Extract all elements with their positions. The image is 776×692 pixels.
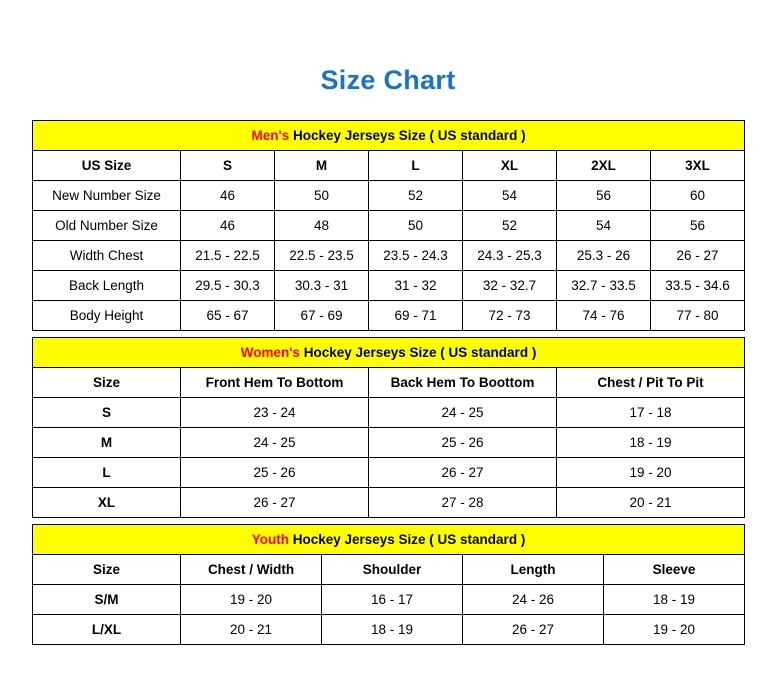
- womens-row-3-cell-1: 27 - 28: [369, 488, 557, 518]
- table-row: [33, 428, 745, 458]
- mens-row-4-cell-1: 67 - 69: [275, 301, 369, 331]
- womens-section-header-row: [33, 338, 745, 368]
- mens-section-header-row: [33, 121, 745, 151]
- mens-row-4-cell-4: 74 - 76: [557, 301, 651, 331]
- womens-row-2-label: L: [33, 458, 181, 488]
- youth-col-header-0: Size: [33, 555, 181, 585]
- mens-row-3-label: Back Length: [33, 271, 181, 301]
- womens-section-header: [33, 338, 745, 368]
- womens-col-header-2: Back Hem To Boottom: [369, 368, 557, 398]
- womens-row-1-cell-2: 18 - 19: [557, 428, 745, 458]
- mens-section-header-accent: Men's: [251, 128, 290, 143]
- mens-row-2-cell-2: 23.5 - 24.3: [369, 241, 463, 271]
- womens-row-1-label: M: [33, 428, 181, 458]
- mens-row-2-cell-0: 21.5 - 22.5: [181, 241, 275, 271]
- youth-row-0-cell-3: 18 - 19: [604, 585, 745, 615]
- mens-row-2-label: Width Chest: [33, 241, 181, 271]
- mens-row-4-cell-5: 77 - 80: [651, 301, 745, 331]
- womens-section-header-accent: Women's: [240, 345, 300, 360]
- womens-col-header-1: Front Hem To Bottom: [181, 368, 369, 398]
- mens-col-header-2: M: [275, 151, 369, 181]
- youth-col-header-4: Sleeve: [604, 555, 745, 585]
- youth-row-1-cell-1: 18 - 19: [322, 615, 463, 645]
- table-row: [33, 585, 745, 615]
- mens-row-0-cell-5: 60: [651, 181, 745, 211]
- page-title: Size Chart: [320, 65, 456, 95]
- youth-row-0-label: S/M: [33, 585, 181, 615]
- table-row: [33, 488, 745, 518]
- youth-col-header-2: Shoulder: [322, 555, 463, 585]
- youth-row-1-label: L/XL: [33, 615, 181, 645]
- youth-row-0-cell-2: 24 - 26: [463, 585, 604, 615]
- mens-row-1-cell-1: 48: [275, 211, 369, 241]
- mens-row-4-cell-3: 72 - 73: [463, 301, 557, 331]
- mens-row-1-cell-2: 50: [369, 211, 463, 241]
- mens-row-2-cell-1: 22.5 - 23.5: [275, 241, 369, 271]
- youth-section-header-accent: Youth: [251, 532, 289, 547]
- table-row: [33, 241, 745, 271]
- mens-row-3-cell-2: 31 - 32: [369, 271, 463, 301]
- mens-row-3-cell-5: 33.5 - 34.6: [651, 271, 745, 301]
- table-row: [33, 615, 745, 645]
- mens-row-0-cell-3: 54: [463, 181, 557, 211]
- mens-row-0-cell-0: 46: [181, 181, 275, 211]
- mens-row-2-cell-5: 26 - 27: [651, 241, 745, 271]
- mens-row-4-label: Body Height: [33, 301, 181, 331]
- womens-row-0-cell-2: 17 - 18: [557, 398, 745, 428]
- womens-col-header-0: Size: [33, 368, 181, 398]
- table-row: [33, 271, 745, 301]
- womens-row-3-cell-2: 20 - 21: [557, 488, 745, 518]
- womens-row-0-label: S: [33, 398, 181, 428]
- mens-row-1-cell-5: 56: [651, 211, 745, 241]
- womens-row-0-cell-0: 23 - 24: [181, 398, 369, 428]
- womens-row-2-cell-1: 26 - 27: [369, 458, 557, 488]
- mens-row-3-cell-0: 29.5 - 30.3: [181, 271, 275, 301]
- mens-row-3-cell-4: 32.7 - 33.5: [557, 271, 651, 301]
- mens-row-0-cell-4: 56: [557, 181, 651, 211]
- table-row: [33, 181, 745, 211]
- mens-col-header-3: L: [369, 151, 463, 181]
- womens-size-table: [32, 337, 745, 518]
- mens-col-header-5: 2XL: [557, 151, 651, 181]
- womens-row-1-cell-1: 25 - 26: [369, 428, 557, 458]
- mens-row-1-label: Old Number Size: [33, 211, 181, 241]
- mens-row-4-cell-2: 69 - 71: [369, 301, 463, 331]
- youth-col-header-3: Length: [463, 555, 604, 585]
- mens-column-header-row: [33, 151, 745, 181]
- youth-section-header-rest: Hockey Jerseys Size ( US standard ): [288, 532, 526, 547]
- size-chart-tables: [32, 120, 744, 645]
- mens-col-header-0: US Size: [33, 151, 181, 181]
- youth-size-table: [32, 524, 745, 645]
- mens-row-2-cell-3: 24.3 - 25.3: [463, 241, 557, 271]
- womens-row-2-cell-2: 19 - 20: [557, 458, 745, 488]
- youth-row-0-cell-0: 19 - 20: [181, 585, 322, 615]
- mens-col-header-1: S: [181, 151, 275, 181]
- mens-row-4-cell-0: 65 - 67: [181, 301, 275, 331]
- womens-column-header-row: [33, 368, 745, 398]
- womens-row-1-cell-0: 24 - 25: [181, 428, 369, 458]
- mens-row-1-cell-3: 52: [463, 211, 557, 241]
- womens-row-3-label: XL: [33, 488, 181, 518]
- mens-row-1-cell-4: 54: [557, 211, 651, 241]
- youth-column-header-row: [33, 555, 745, 585]
- mens-row-3-cell-3: 32 - 32.7: [463, 271, 557, 301]
- youth-row-1-cell-2: 26 - 27: [463, 615, 604, 645]
- youth-section-header: [33, 525, 745, 555]
- youth-section-header-row: [33, 525, 745, 555]
- womens-row-0-cell-1: 24 - 25: [369, 398, 557, 428]
- youth-col-header-1: Chest / Width: [181, 555, 322, 585]
- table-row: [33, 301, 745, 331]
- youth-row-0-cell-1: 16 - 17: [322, 585, 463, 615]
- mens-row-0-cell-2: 52: [369, 181, 463, 211]
- mens-row-1-cell-0: 46: [181, 211, 275, 241]
- womens-row-3-cell-0: 26 - 27: [181, 488, 369, 518]
- mens-size-table: [32, 120, 745, 331]
- mens-section-header: [33, 121, 745, 151]
- mens-row-0-cell-1: 50: [275, 181, 369, 211]
- table-row: [33, 211, 745, 241]
- mens-col-header-6: 3XL: [651, 151, 745, 181]
- table-row: [33, 458, 745, 488]
- mens-row-2-cell-4: 25.3 - 26: [557, 241, 651, 271]
- mens-row-0-label: New Number Size: [33, 181, 181, 211]
- womens-row-2-cell-0: 25 - 26: [181, 458, 369, 488]
- mens-col-header-4: XL: [463, 151, 557, 181]
- table-row: [33, 398, 745, 428]
- youth-row-1-cell-0: 20 - 21: [181, 615, 322, 645]
- womens-col-header-3: Chest / Pit To Pit: [557, 368, 745, 398]
- womens-section-header-rest: Hockey Jerseys Size ( US standard ): [299, 345, 537, 360]
- mens-row-3-cell-1: 30.3 - 31: [275, 271, 369, 301]
- youth-row-1-cell-3: 19 - 20: [604, 615, 745, 645]
- mens-section-header-rest: Hockey Jerseys Size ( US standard ): [289, 128, 526, 143]
